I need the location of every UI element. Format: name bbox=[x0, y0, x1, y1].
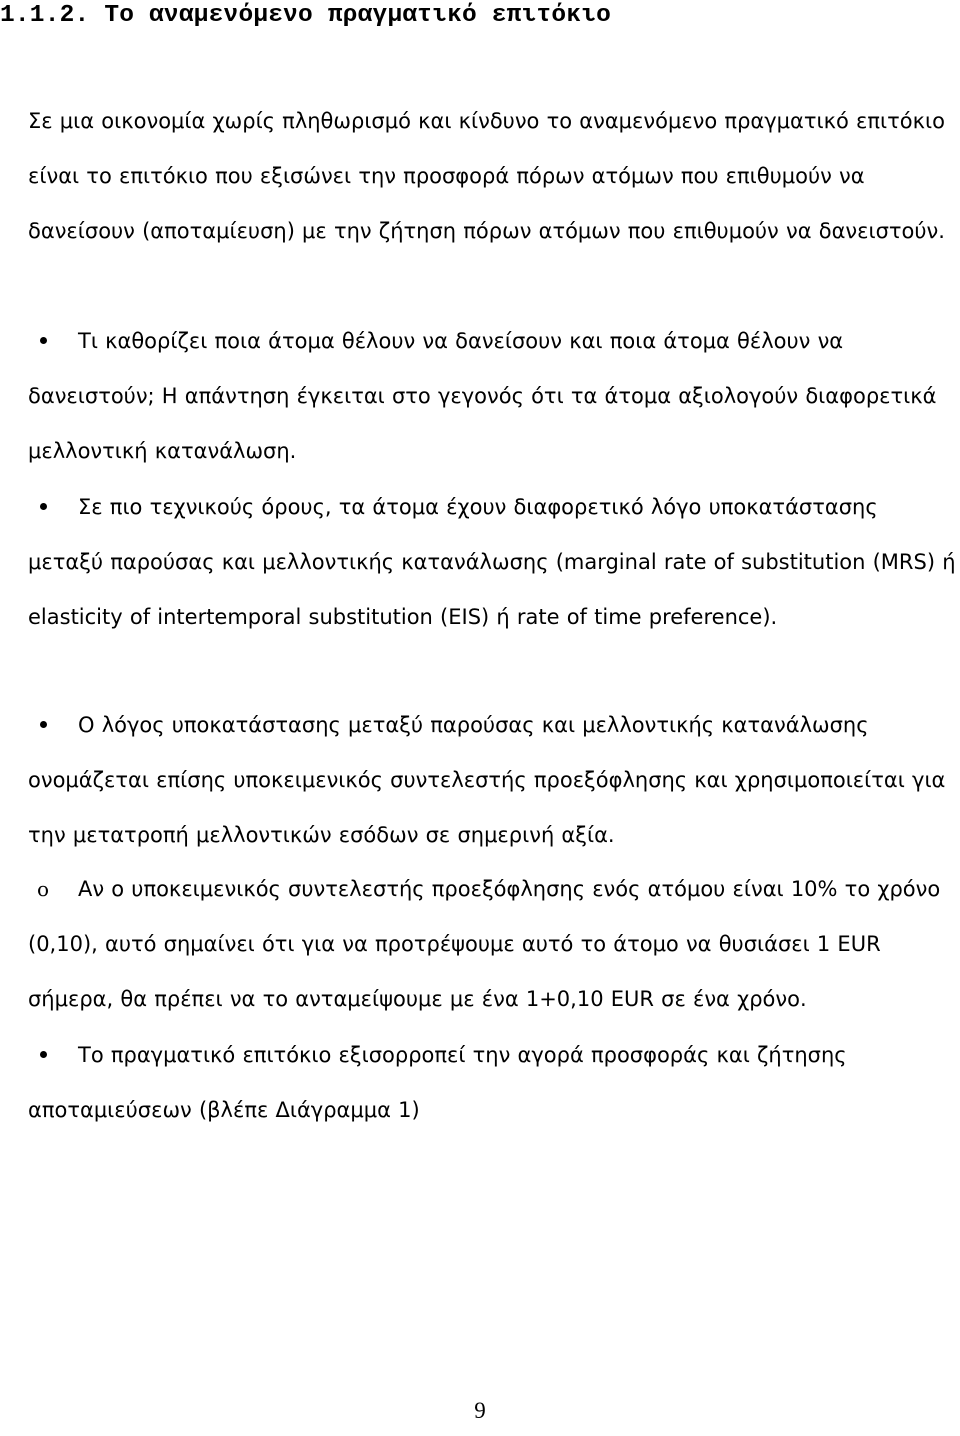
page-number: 9 bbox=[474, 1398, 486, 1423]
bullet-icon bbox=[28, 480, 58, 535]
list-item bbox=[28, 314, 958, 479]
list-item-text: Το πραγματικό επιτόκιο εξισορροπεί την αγορά προσφοράς και ζήτησης αποταμιεύσεων (βλέπε Διάγραμμα 1) bbox=[28, 1043, 847, 1122]
list-item bbox=[28, 1028, 958, 1138]
list-item-text: Σε πιο τεχνικούς όρους, τα άτομα έχουν διαφορετικό λόγο υποκατάστασης μεταξύ παρούσας και μελλοντικής κατανάλωσης (marginal rate of substitution (MRS) ή elasticity of intertemporal substitution (EIS) ή rate of time preference). bbox=[28, 495, 956, 629]
bullet-icon bbox=[28, 698, 58, 753]
section-heading: 1.1.2. Το αναμενόμενο πραγματικό επιτόκιο bbox=[0, 2, 611, 29]
bullet-icon bbox=[28, 314, 58, 369]
list-item bbox=[28, 480, 958, 645]
circle-bullet-icon: o bbox=[36, 877, 50, 901]
list-item-text: Ο λόγος υποκατάστασης μεταξύ παρούσας και μελλοντικής κατανάλωσης ονομάζεται επίσης υποκειμενικός συντελεστής προεξόφλησης και χρησιμοποιείται για την μετατροπή μελλοντικών εσόδων σε σημερινή αξία. bbox=[28, 713, 946, 847]
list-item bbox=[28, 862, 958, 1027]
intro-paragraph: Σε μια οικονομία χωρίς πληθωρισμό και κίνδυνο το αναμενόμενο πραγματικό επιτόκιο είναι το επιτόκιο που εξισώνει την προσφορά πόρων ατόμων που επιθυμούν να δανείσουν (αποταμίευση) με την ζήτηση πόρων ατόμων που επιθυμούν να δανειστούν. bbox=[28, 109, 945, 243]
list-item-text: Τι καθορίζει ποια άτομα θέλουν να δανείσουν και ποια άτομα θέλουν να δανειστούν; Η απάντηση έγκειται στο γεγονός ότι τα άτομα αξιολογούν διαφορετικά μελλοντική κατανάλωση. bbox=[28, 329, 937, 463]
list-item bbox=[28, 698, 958, 863]
bullet-icon bbox=[28, 1028, 58, 1083]
list-item-text: Αν ο υποκειμενικός συντελεστής προεξόφλησης ενός ατόμου είναι 10% το χρόνο (0,10), αυτό σημαίνει ότι για να προτρέψουμε αυτό το άτομο να θυσιάσει 1 EUR σήμερα, θα πρέπει να το ανταμείψουμε με ένα 1+0,10 EUR σε ένα χρόνο. bbox=[28, 877, 941, 1011]
